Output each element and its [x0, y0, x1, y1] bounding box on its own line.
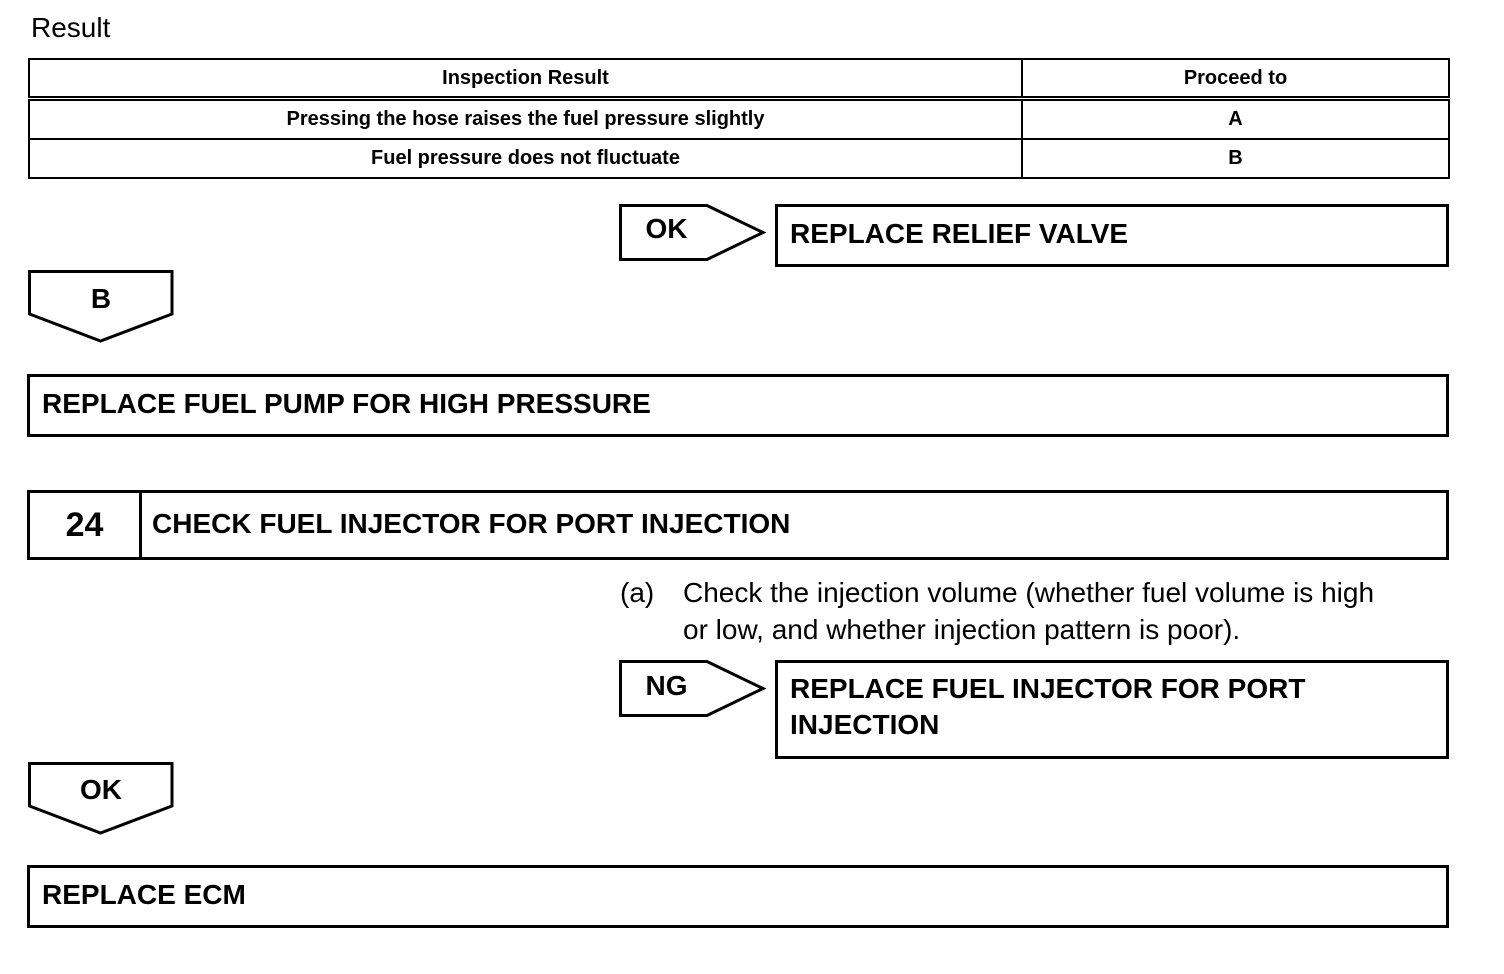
- replace-fuel-pump-box: [27, 374, 1449, 437]
- note-line-2: or low, and whether injection pattern is poor).: [683, 614, 1241, 645]
- ok-down-arrow-label: OK: [80, 774, 122, 805]
- ok-arrow-label: OK: [645, 213, 688, 244]
- b-arrow-label: B: [90, 283, 112, 314]
- row-2-result: Fuel pressure does not fluctuate: [29, 139, 1022, 178]
- row-2-proceed: B: [1022, 139, 1449, 178]
- header-proceed-to: Proceed to: [1022, 59, 1449, 99]
- row-1-proceed: A: [1022, 99, 1449, 140]
- replace-fuel-injector-line-1: REPLACE FUEL INJECTOR FOR PORT: [790, 673, 1306, 704]
- replace-ecm-text: REPLACE ECM: [42, 879, 246, 910]
- replace-fuel-injector-box: [775, 660, 1449, 759]
- note-marker: (a): [620, 577, 655, 608]
- step-title: CHECK FUEL INJECTOR FOR PORT INJECTION: [152, 508, 791, 539]
- result-heading: Result: [31, 12, 111, 43]
- replace-fuel-pump-text: REPLACE FUEL PUMP FOR HIGH PRESSURE: [42, 388, 651, 419]
- ng-arrow-label: NG: [645, 670, 688, 701]
- table-row: [29, 139, 1449, 178]
- replace-ecm-box: [27, 865, 1449, 928]
- step-24-header: [27, 490, 1449, 560]
- replace-relief-valve-text: REPLACE RELIEF VALVE: [790, 218, 1129, 249]
- table-row: [29, 99, 1449, 140]
- table-header-row: [29, 59, 1449, 99]
- step-number: 24: [30, 493, 142, 557]
- note-line-1: Check the injection volume (whether fuel volume is high: [683, 577, 1375, 608]
- row-1-result: Pressing the hose raises the fuel pressure slightly: [29, 99, 1022, 140]
- replace-fuel-injector-line-2: INJECTION: [790, 709, 940, 740]
- inspection-result-table: [28, 58, 1450, 179]
- replace-relief-valve-box: [775, 204, 1449, 267]
- header-inspection-result: Inspection Result: [29, 59, 1022, 99]
